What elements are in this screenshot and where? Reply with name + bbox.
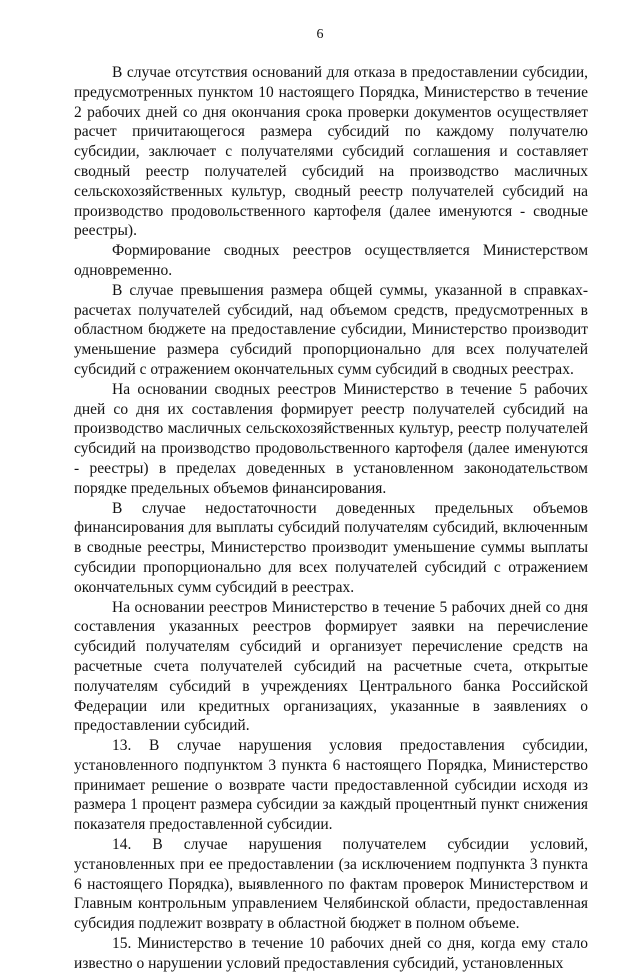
page-number: 6 xyxy=(316,27,324,42)
paragraph: В случае отсутствия оснований для отказа в предоставлении субсидии, предусмотренных пунктом 10 настоящего Порядка, Министерство в течение 2 рабочих дней со дня окончания срока проверки документов осуществляет расчет причитающегося размера субсидий по каждому получателю субсидии, заключает с получателями субсидий соглашения и составляет сводный реестр получателей субсидий на производство масличных сельскохозяйственных культур, сводный реестр получателей субсидий на производство продовольственного картофеля (далее именуются - сводные реестры). xyxy=(74,64,588,240)
paragraph: На основании реестров Министерство в течение 5 рабочих дней со дня составления указанных реестров формирует заявки на перечисление субсидий получателям субсидий и организует перечисление средств на расчетные счета получателей субсидий на расчетные счета, открытые получателям субсидий в учреждениях Центрального банка Российской Федерации или кредитных организациях, указанные в заявлениях о предоставлении субсидий. xyxy=(74,598,588,735)
paragraph: 14. В случае нарушения получателем субсидии условий, установленных при ее предоставлении (за исключением подпункта 3 пункта 6 настоящего Порядка), выявленного по фактам проверок Министерством и Главным контрольным управлением Челябинской области, предоставленная субсидия подлежит возврату в областной бюджет в полном объеме. xyxy=(74,836,588,933)
paragraph: Формирование сводных реестров осуществляется Министерством одновременно. xyxy=(74,242,588,279)
paragraph: В случае превышения размера общей суммы, указанной в справках-расчетах получателей субсидий, над объемом средств, предусмотренных в областном бюджете на предоставление субсидии, Министерство производит уменьшение размера субсидий пропорционально для всех получателей субсидий с отражением окончательных сумм субсидий в сводных реестрах. xyxy=(74,281,588,378)
document-body xyxy=(74,63,588,974)
paragraph: В случае недостаточности доведенных предельных объемов финансирования для выплаты субсидий получателям субсидий, включенным в сводные реестры, Министерство производит уменьшение суммы выплаты субсидии пропорционально для всех получателей субсидий с отражением окончательных сумм субсидий в реестрах. xyxy=(74,499,588,596)
paragraph: 13. В случае нарушения условия предоставления субсидии, установленного подпунктом 3 пункта 6 настоящего Порядка, Министерство принимает решение о возврате части предоставленной субсидии исходя из размера 1 процент размера субсидии за каждый процентный пункт снижения показателя предоставленной субсидии. xyxy=(74,737,588,834)
paragraph: На основании сводных реестров Министерство в течение 5 рабочих дней со дня их составления формирует реестр получателей субсидий на производство масличных сельскохозяйственных культур, реестр получателей субсидий на производство продовольственного картофеля (далее именуются - реестры) в пределах доведенных в установленном законодательством порядке предельных объемов финансирования. xyxy=(74,380,588,497)
paragraph: 15. Министерство в течение 10 рабочих дней со дня, когда ему стало известно о нарушении условий предоставления субсидий, установленных xyxy=(74,935,588,972)
